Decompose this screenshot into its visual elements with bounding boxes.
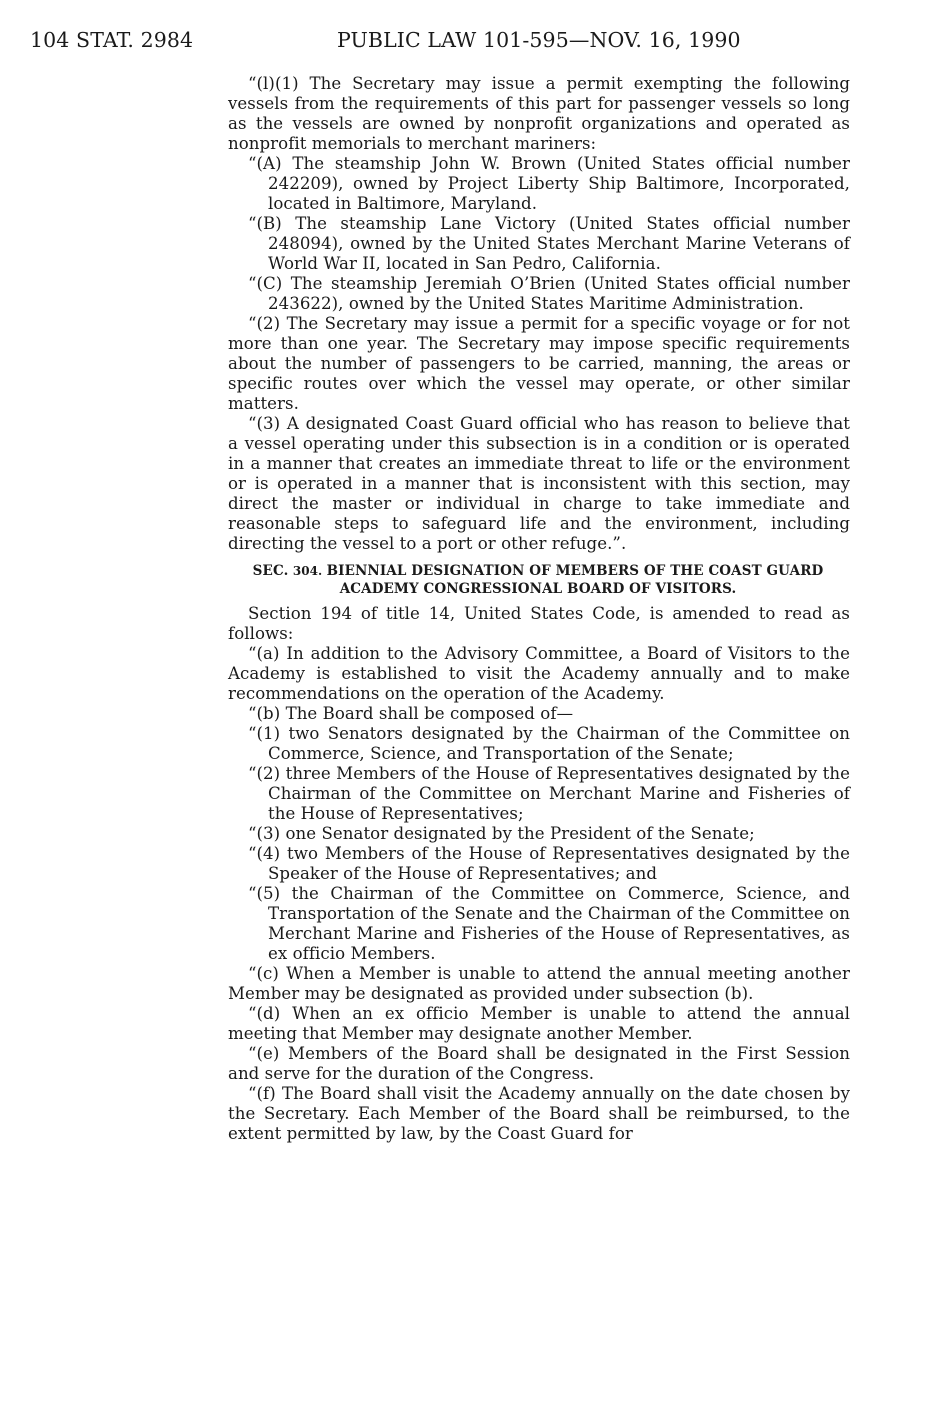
paragraph-l1-c: “(C) The steamship Jeremiah O’Brien (United States official number 243622), owned by the United States Maritime Administration.	[248, 274, 850, 313]
paragraph-l1: “(l)(1) The Secretary may issue a permit exempting the following vessels from the requirements of this part for passenger vessels so long as the vessels are owned by nonprofit organizations and operated as nonprofit memorials to merchant mariners:	[228, 74, 850, 153]
stat-reference: 104 STAT. 2984	[30, 28, 194, 52]
subsection-a: “(a) In addition to the Advisory Committee, a Board of Visitors to the Academy is established to visit the Academy annually and to make recommendations on the operation of the Academy.	[228, 644, 850, 703]
subsection-f: “(f) The Board shall visit the Academy annually on the date chosen by the Secretary. Each Member of the Board shall be reimbursed, to the extent permitted by law, by the Coast Guard for	[228, 1084, 850, 1143]
body-text	[228, 74, 850, 1144]
subsection-b: “(b) The Board shall be composed of—	[248, 704, 574, 723]
section-heading	[228, 562, 850, 598]
law-reference: PUBLIC LAW 101-595—NOV. 16, 1990	[337, 28, 741, 52]
subsection-e: “(e) Members of the Board shall be designated in the First Session and serve for the duration of the Congress.	[228, 1044, 850, 1083]
section-title-line2: ACADEMY CONGRESSIONAL BOARD OF VISITORS.	[339, 581, 737, 597]
section-intro: Section 194 of title 14, United States Code, is amended to read as follows:	[228, 604, 850, 643]
subsection-b-4: “(4) two Members of the House of Representatives designated by the Speaker of the House of Representatives; and	[248, 844, 850, 883]
section-title-line1: BIENNIAL DESIGNATION OF MEMBERS OF THE COAST GUARD	[326, 563, 824, 579]
paragraph-l1-b: “(B) The steamship Lane Victory (United States official number 248094), owned by the United States Merchant Marine Veterans of World War II, located in San Pedro, California.	[248, 214, 850, 273]
section-label: SEC.	[252, 563, 289, 579]
paragraph-l1-a: “(A) The steamship John W. Brown (United States official number 242209), owned by Project Liberty Ship Baltimore, Incorporated, located in Baltimore, Maryland.	[248, 154, 850, 213]
subsection-b-1: “(1) two Senators designated by the Chairman of the Committee on Commerce, Science, and Transportation of the Senate;	[248, 724, 850, 763]
paragraph-l3: “(3) A designated Coast Guard official who has reason to believe that a vessel operating under this subsection is in a condition or is operated in a manner that creates an immediate threat to life or the environment or is operated in a manner that is inconsistent with this section, may direct the master or individual in charge to take immediate and reasonable steps to safeguard life and the environment, including directing the vessel to a port or other refuge.”.	[228, 414, 850, 553]
paragraph-l2: “(2) The Secretary may issue a permit for a specific voyage or for not more than one year. The Secretary may impose specific requirements about the number of passengers to be carried, manning, the areas or specific routes over which the vessel may operate, or other similar matters.	[228, 314, 850, 413]
subsection-b-3: “(3) one Senator designated by the President of the Senate;	[248, 824, 755, 843]
subsection-b-2: “(2) three Members of the House of Representatives designated by the Chairman of the Committee on Merchant Marine and Fisheries of the House of Representatives;	[248, 764, 850, 823]
section-number: 304.	[292, 564, 323, 578]
page-header	[30, 28, 910, 58]
subsection-b-5: “(5) the Chairman of the Committee on Commerce, Science, and Transportation of the Senate and the Chairman of the Committee on Merchant Marine and Fisheries of the House of Representatives, as ex officio Members.	[248, 884, 850, 963]
subsection-d: “(d) When an ex officio Member is unable to attend the annual meeting that Member may designate another Member.	[228, 1004, 850, 1043]
subsection-c: “(c) When a Member is unable to attend the annual meeting another Member may be designated as provided under subsection (b).	[228, 964, 850, 1003]
